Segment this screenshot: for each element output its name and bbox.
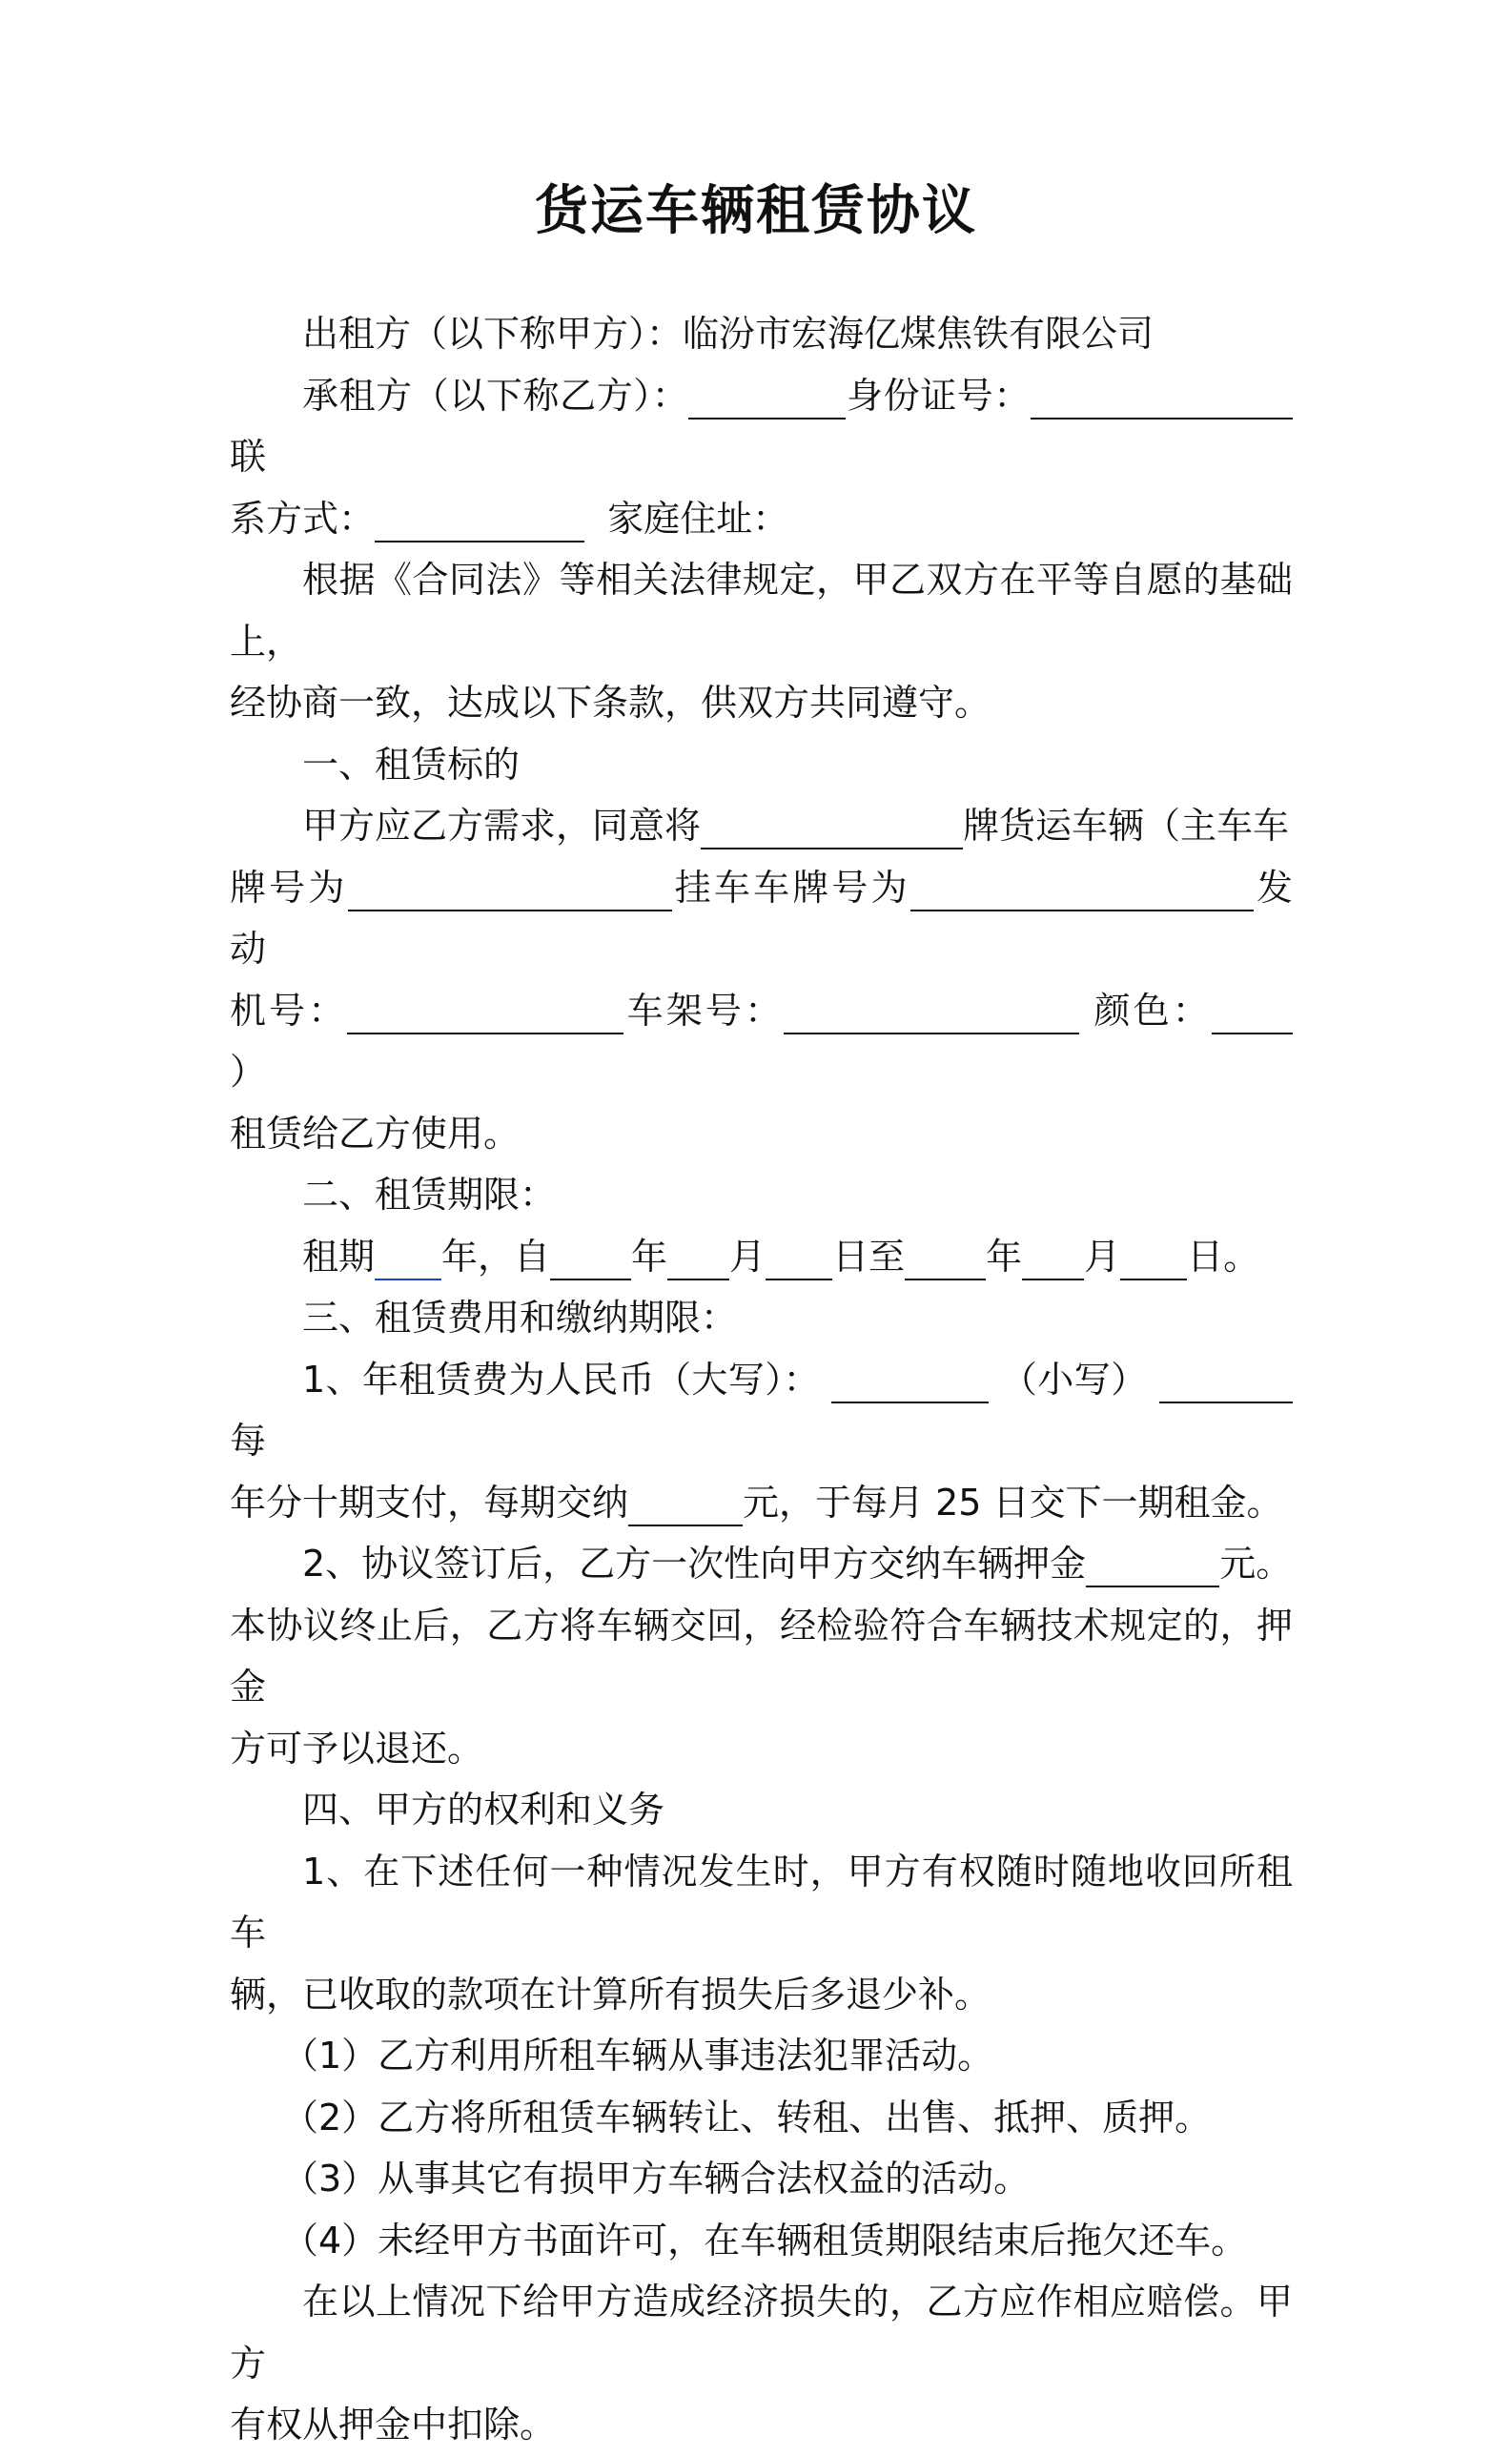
start-month-blank[interactable] bbox=[667, 1237, 729, 1280]
section2-heading: 二、租赁期限： bbox=[302, 1174, 557, 1216]
section3-item2-line-2: 本协议终止后，乙方将车辆交回，经检验符合车辆技术规定的，押金 bbox=[230, 1604, 1293, 1708]
section3-item1-line-2 bbox=[230, 1472, 1293, 1534]
section4-heading: 四、甲方的权利和义务 bbox=[302, 1789, 665, 1831]
section1-line-3 bbox=[230, 980, 1293, 1103]
contact-label-part1: 联 bbox=[230, 436, 267, 478]
section1-text-5: 发动 bbox=[230, 866, 1293, 970]
section3-item1-text-3: 每 bbox=[230, 1420, 267, 1462]
section3-heading: 三、租赁费用和缴纳期限： bbox=[302, 1297, 738, 1339]
section3-item2-text-2: 元。 bbox=[1219, 1543, 1293, 1585]
engine-number-blank[interactable] bbox=[347, 991, 623, 1034]
section2-text-2: 年，自 bbox=[441, 1235, 551, 1278]
contact-line bbox=[230, 488, 1293, 550]
section4-item1-line-2: 辆，已收取的款项在计算所有损失后多退少补。 bbox=[230, 1973, 991, 2016]
document-title: 货运车辆租赁协议 bbox=[535, 180, 977, 242]
intro-line-2: 经协商一致，达成以下条款，供双方共同遵守。 bbox=[230, 682, 991, 724]
section3-item1-line-1 bbox=[230, 1349, 1293, 1472]
end-year-blank[interactable] bbox=[905, 1237, 986, 1280]
section1-text-4: 挂车车牌号为 bbox=[671, 866, 910, 909]
case-4: （4）未经甲方书面许可，在车辆租赁期限结束后拖欠还车。 bbox=[282, 2219, 1248, 2262]
end-month-blank[interactable] bbox=[1022, 1237, 1084, 1280]
section2-text-8: 日。 bbox=[1187, 1235, 1260, 1278]
section2-text-6: 年 bbox=[986, 1235, 1023, 1278]
case-2: （2）乙方将所租赁车辆转让、转租、出售、抵押、质押。 bbox=[282, 2096, 1212, 2139]
id-number-blank[interactable] bbox=[1031, 376, 1293, 420]
section2-text-7: 月 bbox=[1084, 1235, 1121, 1278]
installment-amount-blank[interactable] bbox=[628, 1483, 743, 1526]
section1-line-2 bbox=[230, 857, 1293, 980]
section3-item1-text-5: 元，于每月 25 日交下一期租金。 bbox=[743, 1481, 1283, 1524]
section4-closing-line-1: 在以上情况下给甲方造成经济损失的，乙方应作相应赔偿。甲方 bbox=[230, 2281, 1293, 2384]
plate-type-blank[interactable] bbox=[701, 806, 963, 849]
start-day-blank[interactable] bbox=[766, 1237, 832, 1280]
section1-text-7: 车架号： bbox=[623, 989, 785, 1032]
deposit-amount-blank[interactable] bbox=[1086, 1544, 1219, 1587]
section1-heading: 一、租赁标的 bbox=[302, 743, 521, 786]
color-blank[interactable] bbox=[1212, 991, 1293, 1034]
section1-text-1: 甲方应乙方需求，同意将 bbox=[302, 805, 702, 847]
section2-text-5: 日至 bbox=[832, 1235, 906, 1278]
section4-closing-line-2: 有权从押金中扣除。 bbox=[230, 2404, 557, 2446]
frame-number-blank[interactable] bbox=[784, 991, 1079, 1034]
annual-fee-figures-blank[interactable] bbox=[1159, 1360, 1293, 1403]
lessor-line bbox=[230, 303, 1293, 365]
lessee-line bbox=[230, 365, 1293, 488]
section1-text-2: 牌货运车辆（主车车 bbox=[963, 805, 1290, 847]
main-plate-blank[interactable] bbox=[348, 868, 672, 911]
annual-fee-words-blank[interactable] bbox=[831, 1360, 989, 1403]
start-year-blank[interactable] bbox=[550, 1237, 631, 1280]
section4-item1-line-1: 1、在下述任何一种情况发生时，甲方有权随时随地收回所租车 bbox=[230, 1850, 1293, 1954]
case-1: （1）乙方利用所租车辆从事违法犯罪活动。 bbox=[282, 2035, 994, 2077]
section1-line-4: 租赁给乙方使用。 bbox=[230, 1112, 521, 1155]
section2-text-4: 月 bbox=[729, 1235, 766, 1278]
section3-item1-text-2: （小写） bbox=[1000, 1358, 1148, 1401]
section2-line bbox=[230, 1226, 1293, 1288]
section2-text-3: 年 bbox=[631, 1235, 668, 1278]
section1-line-1 bbox=[230, 795, 1293, 857]
section1-text-8: 颜色： bbox=[1093, 989, 1212, 1032]
section3-item2-text-1: 2、协议签订后，乙方一次性向甲方交纳车辆押金 bbox=[302, 1543, 1087, 1585]
term-years-blank[interactable] bbox=[375, 1237, 441, 1280]
contact-blank[interactable] bbox=[375, 499, 584, 542]
section3-item2-line-1 bbox=[230, 1533, 1293, 1595]
section1-text-9: ） bbox=[230, 1051, 267, 1093]
section3-item2-line-3: 方可予以退还。 bbox=[230, 1727, 484, 1770]
id-label: 身份证号： bbox=[846, 374, 1031, 417]
case-3: （3）从事其它有损甲方车辆合法权益的活动。 bbox=[282, 2158, 1031, 2200]
lessee-label: 承租方（以下称乙方）： bbox=[302, 374, 689, 417]
section2-text-1: 租期 bbox=[302, 1235, 376, 1278]
section3-item1-text-4: 年分十期支付，每期交纳 bbox=[230, 1481, 629, 1524]
intro-line-1: 根据《合同法》等相关法律规定，甲乙双方在平等自愿的基础上， bbox=[230, 559, 1293, 663]
end-day-blank[interactable] bbox=[1120, 1237, 1187, 1280]
trailer-plate-blank[interactable] bbox=[910, 868, 1254, 911]
section1-text-3: 牌号为 bbox=[230, 866, 348, 909]
lessor-name: 临汾市宏海亿煤焦铁有限公司 bbox=[683, 313, 1154, 355]
contact-label-part2: 系方式： bbox=[230, 497, 376, 540]
lessee-name-blank[interactable] bbox=[688, 376, 846, 420]
section1-text-6: 机号： bbox=[230, 989, 348, 1032]
section3-item1-text-1: 1、年租赁费为人民币（大写）： bbox=[302, 1358, 820, 1401]
lessor-label: 出租方（以下称甲方）： bbox=[302, 313, 684, 355]
address-label: 家庭住址： bbox=[607, 497, 789, 540]
contract-body bbox=[230, 303, 1293, 2456]
